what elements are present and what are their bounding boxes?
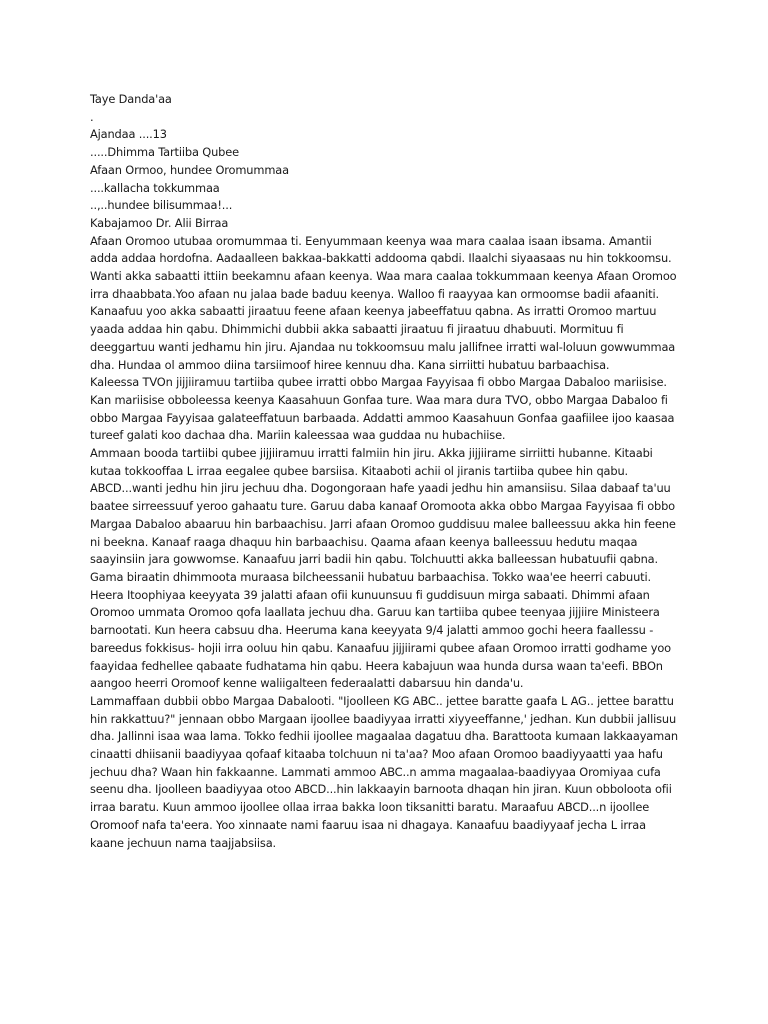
- author-name: Taye Danda'aa: [90, 92, 172, 106]
- agenda-number: Ajandaa ....13: [90, 127, 167, 142]
- body-paragraph-4: Lammaffaan dubbii obbo Margaa Dabalooti. "Ijoolleen KG ABC.. jettee baratte gaafa L AG.. jettee barattu hin rakkattuu?" jennaan obbo Margaan ijoollee baadiyyaa irratti xiyyeeffanne,' jedhan. Kun dubbii jallisuu dha. Jallinni isaa waa lama. Tokko fedhii ijoollee magaalaa dagatuu dha. Barattoota kumaan lakkaayaman cinaatti dhiisanii baadiyyaa qofaaf kitaaba tolchuun ni ta'aa? Moo afaan Oromoo baadiyyaatti yaa hafu jechuu dha? Waan hin fakkaanne. Lammati ammoo ABC..n amma magaalaa-baadiyyaa Oromiyaa cufa seenu dha. Ijoolleen baadiyyaa otoo ABCD...hin lakkaayin barnoota dhaqan hin jiran. Kuun obboloota ofii irraa baratu. Kuun ammoo ijoollee ollaa irraa bakka loon tiksanitti baratu. Maraafuu ABCD...n ijoollee Oromoof nafa ta'eera. Yoo xinnaate nami faaruu isaa ni dhagaya. Kanaafuu baadiyyaaf jecha L irraa kaane jechuun nama taajjabsiisa.: [90, 693, 678, 850]
- subtitle-line-2: ....kallacha tokkummaa: [90, 180, 220, 195]
- subtitle-line-3: ..,..hundee bilisummaa!...: [90, 198, 233, 213]
- separator-dot: .: [90, 109, 94, 124]
- subtitle-line-1: Afaan Ormoo, hundee Oromummaa: [90, 162, 289, 177]
- article-title: .....Dhimma Tartiiba Qubee: [90, 145, 239, 160]
- body-paragraph-3: Ammaan booda tartiibi qubee jijjiiramuu irratti falmiin hin jiru. Akka jijjiirame sirriitti hubanne. Kitaabi kutaa tokkooffaa L irraa eegalee qubee barsiisa. Kitaaboti achii ol jiranis tartiiba qubee hin qabu. ABCD...wanti jedhu hin jiru jechuu dha. Dogongoraan hafe yaadi jedhu hin amansiisu. Silaa dabaaf ta'uu baatee sirreessuuf yeroo gahaatu ture. Garuu daba kanaaf Oromoota akka obbo Margaa Fayyisaa fi obbo Margaa Dabaloo abaaruu hin barbaachisu. Jarri afaan Oromoo guddisuu malee balleessuu akka hin feene ni beekna. Kanaaf raaga dhaquu hin barbaachisu. Qaama afaan keenya balleessuu hedutu maqaa saayinsiin jara gowwomse. Kanaafuu jarri badii hin qabu. Tolchuutti akka balleessan hubatuufii qabna. Gama biraatin dhimmoota muraasa bilcheessanii hubatuu barbaachisa. Tokko waa'ee heerri cabuuti. Heera Itoophiyaa keeyyata 39 jalatti afaan ofii kunuunsuu fi guddisuun mirga sabaati. Dhimmi afaan Oromoo ummata Oromoo qofa laallata jechuu dha. Garuu kan tartiiba qubee teenyaa jijjiire Ministeera barnootati. Kun heera cabsuu dha. Heeruma kana keeyyata 9/4 jalatti ammoo gochi heera faallessu - bareedus fokkisus- hojii irra ooluu hin qabu. Kanaafuu jijjiirami qubee afaan Oromoo irratti godhame yoo faayidaa fedhellee qabaate fudhatama hin qabu. Heera kabajuun waa hunda dursa waan ta'eefi. BBOn aangoo heerri Oromoof kenne waliigalteen federaalatti dabarsuu hin danda'u.: [90, 446, 676, 691]
- document-page: [90, 91, 682, 852]
- salutation: Kabajamoo Dr. Alii Birraa: [90, 215, 229, 230]
- body-paragraph-2: Kaleessa TVOn jijjiiramuu tartiiba qubee irratti obbo Margaa Fayyisaa fi obbo Margaa Dabaloo mariisise. Kan mariisise obboleessa keenya Kaasahuun Gonfaa ture. Waa mara dura TVO, obbo Margaa Dabaloo fi obbo Margaa Fayyisaa galateeffatuun barbaada. Addatti ammoo Kaasahuun Gonfaa gaafiilee ijoo kaasaa tureef galati koo dachaa dha. Mariin kaleessaa waa guddaa nu hubachiise.: [90, 375, 675, 443]
- body-paragraph-1: Afaan Oromoo utubaa oromummaa ti. Eenyummaan keenya waa mara caalaa isaan ibsama. Amantii adda addaa hordofna. Aadaalleen bakkaa-bakkatti addooma qabdi. Ilaalchi siyaasaas nu hin tokkoomsu. Wanti akka sabaatti ittiin beekamnu afaan keenya. Waa mara caalaa tokkummaan keenya Afaan Oromoo irra dhaabbata.Yoo afaan nu jalaa bade baduu keenya. Walloo fi raayyaa kan ormoomse badii afaaniti. Kanaafuu yoo akka sabaatti jiraatuu feene afaan keenya jabeeffatuu qabna. As irratti Oromoo martuu yaada addaa hin qabu. Dhimmichi dubbii akka sabaatti jiraatuu fi jiraatuu dhabuuti. Mormituu fi deeggartuu wanti jedhamu hin jiru. Ajandaa nu tokkoomsuu malu jallifnee irratti wal-loluun gowwummaa dha. Hundaa ol ammoo diina tarsiimoof hiree kennuu dha. Kana sirriitti hubatuu barbaachisa.: [90, 233, 677, 372]
